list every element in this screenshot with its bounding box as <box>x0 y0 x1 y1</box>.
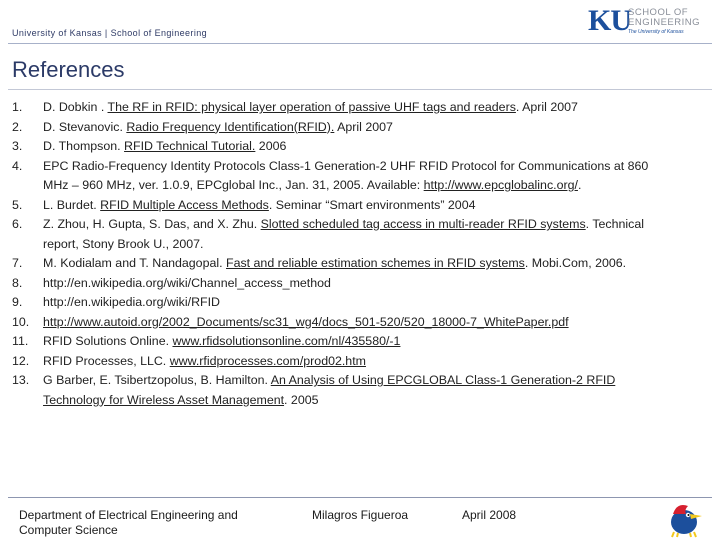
reference-text: RFID Processes, LLC. <box>43 353 170 368</box>
reference-number: 1. <box>12 100 23 114</box>
logo-line1: SCHOOL OF <box>628 7 689 18</box>
footer-divider <box>8 497 712 498</box>
reference-item <box>12 293 672 313</box>
reference-link[interactable]: RFID Technical Tutorial. <box>124 139 256 153</box>
reference-text: Z. Zhou, H. Gupta, S. Das, and X. Zhu. <box>43 217 261 231</box>
reference-text: D. Thompson. <box>43 139 125 153</box>
reference-link[interactable]: Fast and reliable estimation schemes in RFID systems <box>226 256 525 270</box>
logo-tagline: The University of Kansas <box>628 29 684 35</box>
reference-text: . Mobi.Com, 2006. <box>524 256 627 270</box>
institution-header: University of Kansas | School of Engineering <box>12 28 208 38</box>
reference-item <box>12 98 672 118</box>
reference-item <box>12 254 672 274</box>
logo-text <box>628 8 700 28</box>
reference-number: 2. <box>12 119 23 134</box>
reference-item <box>12 274 672 294</box>
reference-item <box>12 371 672 410</box>
reference-text: . April 2007 <box>515 100 578 114</box>
reference-number: 5. <box>12 197 23 212</box>
reference-link[interactable]: www.rfidsolutionsonline.com/nl/435580/-1 <box>172 334 401 348</box>
title-divider <box>8 89 712 90</box>
reference-item <box>12 332 672 352</box>
reference-text: http://en.wikipedia.org/wiki/RFID <box>43 295 220 309</box>
reference-number: 4. <box>12 158 23 173</box>
reference-link[interactable]: Slotted scheduled tag access in multi-reader RFID systems <box>260 217 586 231</box>
reference-link[interactable]: Radio Frequency Identification(RFID). <box>126 119 335 134</box>
reference-link[interactable]: The RF in RFID: physical layer operation of passive UHF tags and readers <box>107 100 516 114</box>
reference-number: 6. <box>12 217 23 231</box>
reference-item <box>12 313 672 333</box>
reference-text: RFID Solutions Online. <box>43 334 173 348</box>
reference-number: 13. <box>12 373 30 387</box>
footer-author: Milagros Figueroa <box>312 508 409 522</box>
reference-text: . <box>577 178 582 192</box>
reference-number: 7. <box>12 256 23 270</box>
reference-text: 2006 <box>255 139 287 153</box>
reference-item <box>12 157 672 196</box>
reference-list <box>12 98 672 410</box>
reference-number: 8. <box>12 275 23 290</box>
reference-link[interactable]: An Analysis of Using EPCGLOBAL Class-1 Generation-2 RFID Technology for Wireless Asset Management <box>43 373 616 407</box>
jayhawk-icon <box>664 500 704 538</box>
reference-item <box>12 118 672 138</box>
slide-title: References <box>12 57 125 82</box>
reference-number: 3. <box>12 139 23 153</box>
reference-text: . Seminar “Smart environments” 2004 <box>268 197 476 212</box>
reference-text: L. Burdet. <box>43 197 101 212</box>
reference-item <box>12 215 672 254</box>
reference-text: M. Kodialam and T. Nandagopal. <box>43 256 226 270</box>
reference-text: April 2007 <box>334 119 393 134</box>
logo-line2: ENGINEERING <box>628 17 701 28</box>
reference-text: D. Dobkin . <box>43 100 108 114</box>
reference-number: 11. <box>12 334 29 348</box>
reference-number: 9. <box>12 295 23 309</box>
reference-text: http://en.wikipedia.org/wiki/Channel_access_method <box>43 275 331 290</box>
reference-number: 12. <box>12 353 30 368</box>
reference-text: G Barber, E. Tsibertzopolus, B. Hamilton. <box>43 373 271 387</box>
reference-text: . Technical report, Stony Brook U., 2007. <box>43 217 644 251</box>
reference-number: 10. <box>12 314 30 329</box>
ku-engineering-logo <box>588 6 716 40</box>
header-divider <box>8 43 712 44</box>
reference-item <box>12 196 672 216</box>
reference-item <box>12 352 672 372</box>
reference-text: . 2005 <box>284 392 319 407</box>
reference-item <box>12 137 672 157</box>
logo-mark: KU <box>588 4 631 37</box>
reference-link[interactable]: http://www.autoid.org/2002_Documents/sc31_wg4/docs_501-520/520_18000-7_WhitePaper.pdf <box>43 314 569 329</box>
footer-date: April 2008 <box>462 508 517 522</box>
reference-link[interactable]: RFID Multiple Access Methods <box>100 197 269 212</box>
reference-text: EPC Radio-Frequency Identity Protocols Class-1 Generation-2 UHF RFID Protocol for Communications at 860 MHz – 960 MHz, ver. 1.0.9, EPCglobal Inc., Jan. 31, 2005. Available: <box>43 158 649 192</box>
reference-text: D. Stevanovic. <box>43 119 127 134</box>
reference-link[interactable]: http://www.epcglobalinc.org/ <box>423 178 578 192</box>
reference-link[interactable]: www.rfidprocesses.com/prod02.htm <box>169 353 366 368</box>
footer-department: Department of Electrical Engineering and Computer Science <box>19 508 238 537</box>
